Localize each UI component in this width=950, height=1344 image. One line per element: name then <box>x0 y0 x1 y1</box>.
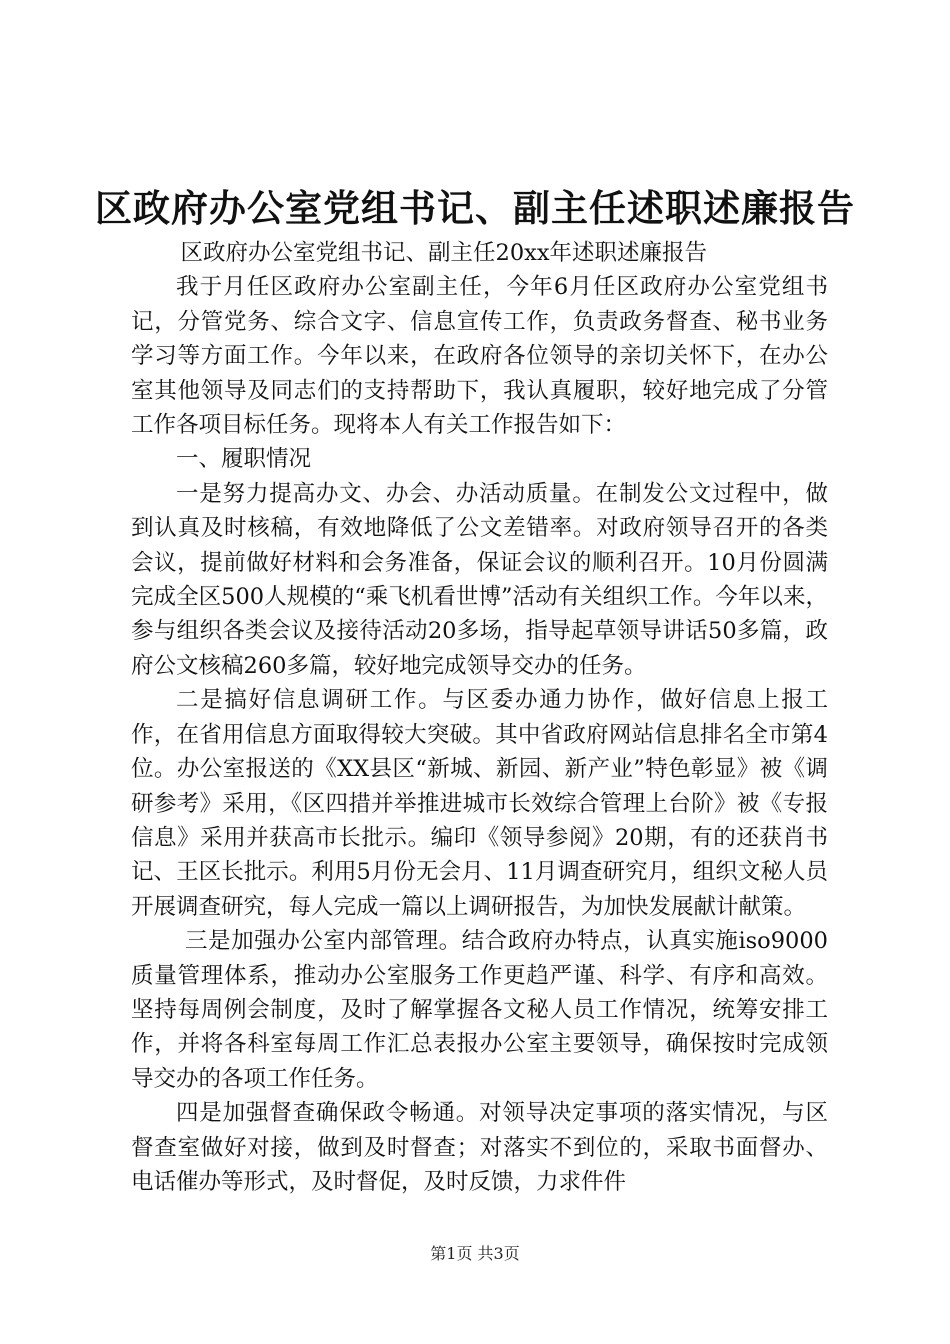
document-body <box>131 236 828 1199</box>
body-paragraph-2: 二是搞好信息调研工作。与区委办通力协作，做好信息上报工作，在省用信息方面取得较大突破。其中省政府网站信息排名全市第4位。办公室报送的《XX县区“新城、新园、新产业”特色彰显》被《调研参考》采用，《区四措并举推进城市长效综合管理上台阶》被《专报信息》采用并获高市长批示。编印《领导参阅》20期，有的还获肖书记、王区长批示。利用5月份无会月、11月调查研究月，组织文秘人员开展调查研究，每人完成一篇以上调研报告，为加快发展献计献策。 <box>131 687 828 920</box>
section-heading: 一、履职情况 <box>176 446 312 473</box>
page-footer: 第1页 共3页 <box>430 1244 520 1263</box>
body-paragraph-3: 三是加强办公室内部管理。结合政府办特点，认真实施iso9000质量管理体系，推动办公室服务工作更趋严谨、科学、有序和高效。坚持每周例会制度，及时了解掌握各文秘人员工作情况，统筹安排工作，并将各科室每周工作汇总表报办公室主要领导，确保按时完成领导交办的各项工作任务。 <box>131 928 828 1092</box>
body-paragraph-4: 四是加强督查确保政令畅通。对领导决定事项的落实情况，与区督查室做好对接，做到及时督查；对落实不到位的，采取书面督办、电话催办等形式，及时督促，及时反馈，力求件件 <box>131 1100 828 1195</box>
report-subtitle: 区政府办公室党组书记、副主任20xx年述职述廉报告 <box>180 240 708 266</box>
body-paragraph-1: 一是努力提高办文、办会、办活动质量。在制发公文过程中，做到认真及时核稿，有效地降低了公文差错率。对政府领导召开的各类会议，提前做好材料和会务准备，保证会议的顺利召开。10月份圆满完成全区500人规模的“乘飞机看世博”活动有关组织工作。今年以来，参与组织各类会议及接待活动20多场，指导起草领导讲话50多篇，政府公文核稿260多篇，较好地完成领导交办的任务。 <box>131 480 828 679</box>
intro-paragraph: 我于月任区政府办公室副主任，今年6月任区政府办公室党组书记，分管党务、综合文字、信息宣传工作，负责政务督查、秘书业务学习等方面工作。今年以来，在政府各位领导的亲切关怀下，在办公室其他领导及同志们的支持帮助下，我认真履职，较好地完成了分管工作各项目标任务。现将本人有关工作报告如下： <box>131 274 828 439</box>
document-title: 区政府办公室党组书记、副主任述职述廉报告 <box>95 187 855 230</box>
